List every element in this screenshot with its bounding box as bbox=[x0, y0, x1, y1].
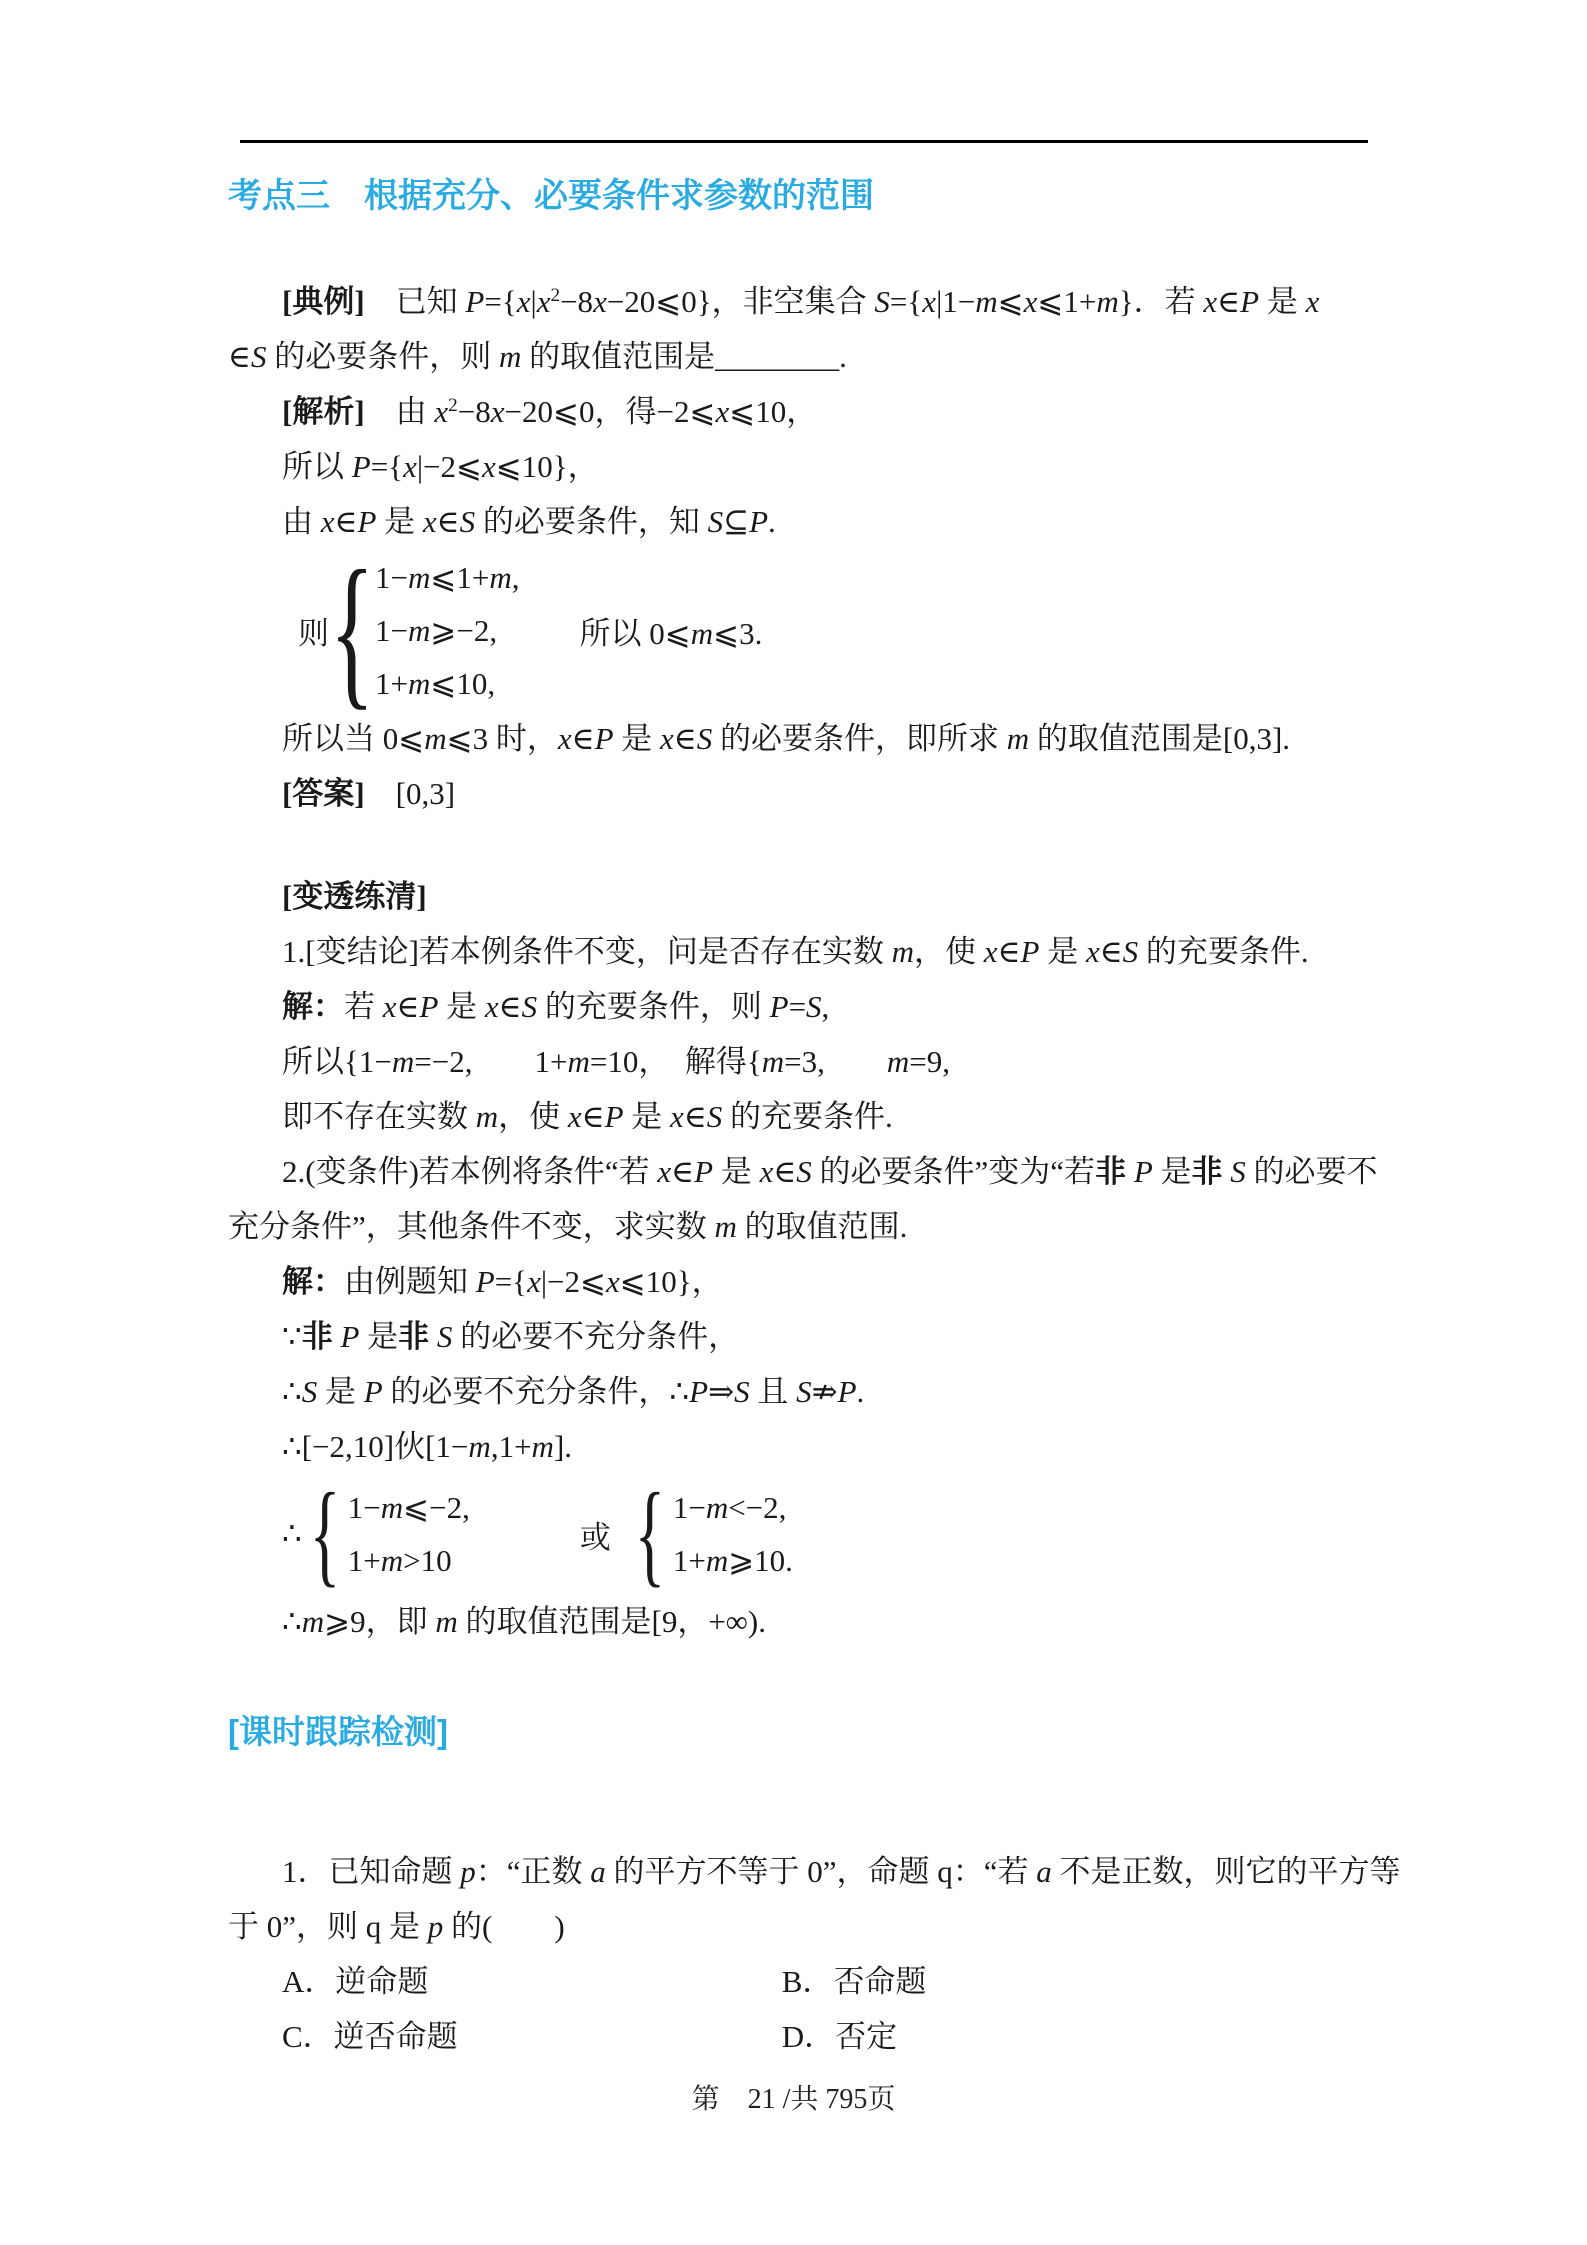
left-brace-glyph: { bbox=[309, 1470, 341, 1598]
or-label: 或 bbox=[579, 1519, 611, 1555]
variation1-line-3: 所以{1−m=−2, 1+m=10， 解得{m=3, m=9, bbox=[282, 1044, 950, 1079]
header-rule bbox=[240, 140, 1368, 143]
system1-eq-3: 1+m⩽10, bbox=[375, 665, 496, 701]
variation2-line-6: ∴[−2,10]伙[1−m,1+m]. bbox=[282, 1429, 573, 1464]
option-d: D．否定 bbox=[781, 2019, 898, 2054]
variation2-line-5: ∴S 是 P 的必要不充分条件，∴P⇒S 且 S⇏P. bbox=[282, 1374, 865, 1409]
system1-label: 则 bbox=[298, 615, 329, 651]
example-line-2: ∈S 的必要条件，则 m 的取值范围是________. bbox=[228, 339, 847, 374]
question1-options-row-2 bbox=[228, 2009, 1373, 2064]
variation1-line-1: 1.[变结论]若本例条件不变，问是否存在实数 m，使 x∈P 是 x∈S 的充要条件. bbox=[282, 934, 1309, 969]
question1-line-2: 于 0”，则 q 是 p 的( ) bbox=[228, 1909, 565, 1944]
equation-system-1 bbox=[228, 536, 1373, 724]
variation2-line-1: 2.(变条件)若本例将条件“若 x∈P 是 x∈S 的必要条件”变为“若非 P 是非 S 的必要不 bbox=[282, 1154, 1378, 1189]
variation2-line-7: ∴m⩾9，即 m 的取值范围是[9，+∞). bbox=[282, 1604, 766, 1639]
system2-left-eq-1: 1−m⩽−2, bbox=[347, 1490, 470, 1525]
variation2-line-3: 解：由例题知 P={x|−2⩽x⩽10}， bbox=[282, 1264, 723, 1299]
system2-right-eq-1: 1−m<−2, bbox=[672, 1490, 787, 1525]
analysis-line-2: 所以 P={x|−2⩽x⩽10}， bbox=[282, 449, 599, 484]
question1-options-row-1 bbox=[228, 1954, 1373, 2009]
system2-left-eq-2: 1+m>10 bbox=[347, 1543, 452, 1578]
system1-eq-2: 1−m⩾−2, bbox=[375, 612, 498, 648]
option-c: C．逆否命题 bbox=[282, 2019, 458, 2054]
option-b: B．否命题 bbox=[781, 1964, 927, 1999]
system2-right-equations bbox=[673, 1481, 793, 1587]
option-a: A．逆命题 bbox=[282, 1964, 429, 1999]
variation1-line-4: 即不存在实数 m，使 x∈P 是 x∈S 的充要条件. bbox=[282, 1099, 893, 1134]
system2-right-eq-2: 1+m⩾10. bbox=[672, 1543, 793, 1578]
variation2-line-4: ∵非 P 是非 S 的必要不充分条件， bbox=[282, 1319, 740, 1354]
section-heading: 考点三 根据充分、必要条件求参数的范围 bbox=[228, 177, 874, 215]
answer-line: [答案] [0,3] bbox=[282, 776, 456, 811]
system1-conclusion: 所以 0⩽m⩽3. bbox=[579, 615, 763, 651]
variation2-line-2: 充分条件”，其他条件不变，求实数 m 的取值范围. bbox=[228, 1209, 908, 1244]
example-line-1: [典例] 已知 $P=\{x|x^2-8x-20⩽0\}$，非空集合 S={x|1−m⩽x⩽1+m}．若 x∈P 是 x bbox=[282, 284, 1320, 319]
analysis-line-3: 由 x∈P 是 x∈S 的必要条件，知 S⊆P. bbox=[282, 504, 776, 539]
page-number: 第 21 /共 795页 bbox=[691, 2084, 896, 2115]
question1-line-1: 1．已知命题 p：“正数 a 的平方不等于 0”，命题 q：“若 a 不是正数，则它的平方等 bbox=[282, 1854, 1401, 1889]
variation1-line-2: 解：若 x∈P 是 x∈S 的充要条件，则 P=S, bbox=[282, 989, 830, 1024]
equation-system-2 bbox=[228, 1470, 1373, 1598]
variations-title: [变透练清] bbox=[282, 879, 427, 914]
system2-label: ∴ bbox=[282, 1516, 302, 1551]
tracking-heading: [课时跟踪检测] bbox=[228, 1713, 448, 1750]
system1-equations bbox=[375, 551, 519, 710]
left-brace-glyph: { bbox=[329, 536, 375, 724]
left-brace-glyph: { bbox=[634, 1470, 666, 1598]
system1-eq-1: 1−m⩽1+m, bbox=[375, 559, 520, 595]
analysis-line-1: [解析] 由 $x^2-8x-20⩽0$，得−2⩽x⩽10， bbox=[282, 394, 818, 429]
system2-left-equations bbox=[348, 1481, 470, 1587]
page-content bbox=[228, 0, 1401, 2064]
analysis-line-4: 所以当 0⩽m⩽3 时，x∈P 是 x∈S 的必要条件，即所求 m 的取值范围是[0,3]. bbox=[282, 721, 1291, 756]
